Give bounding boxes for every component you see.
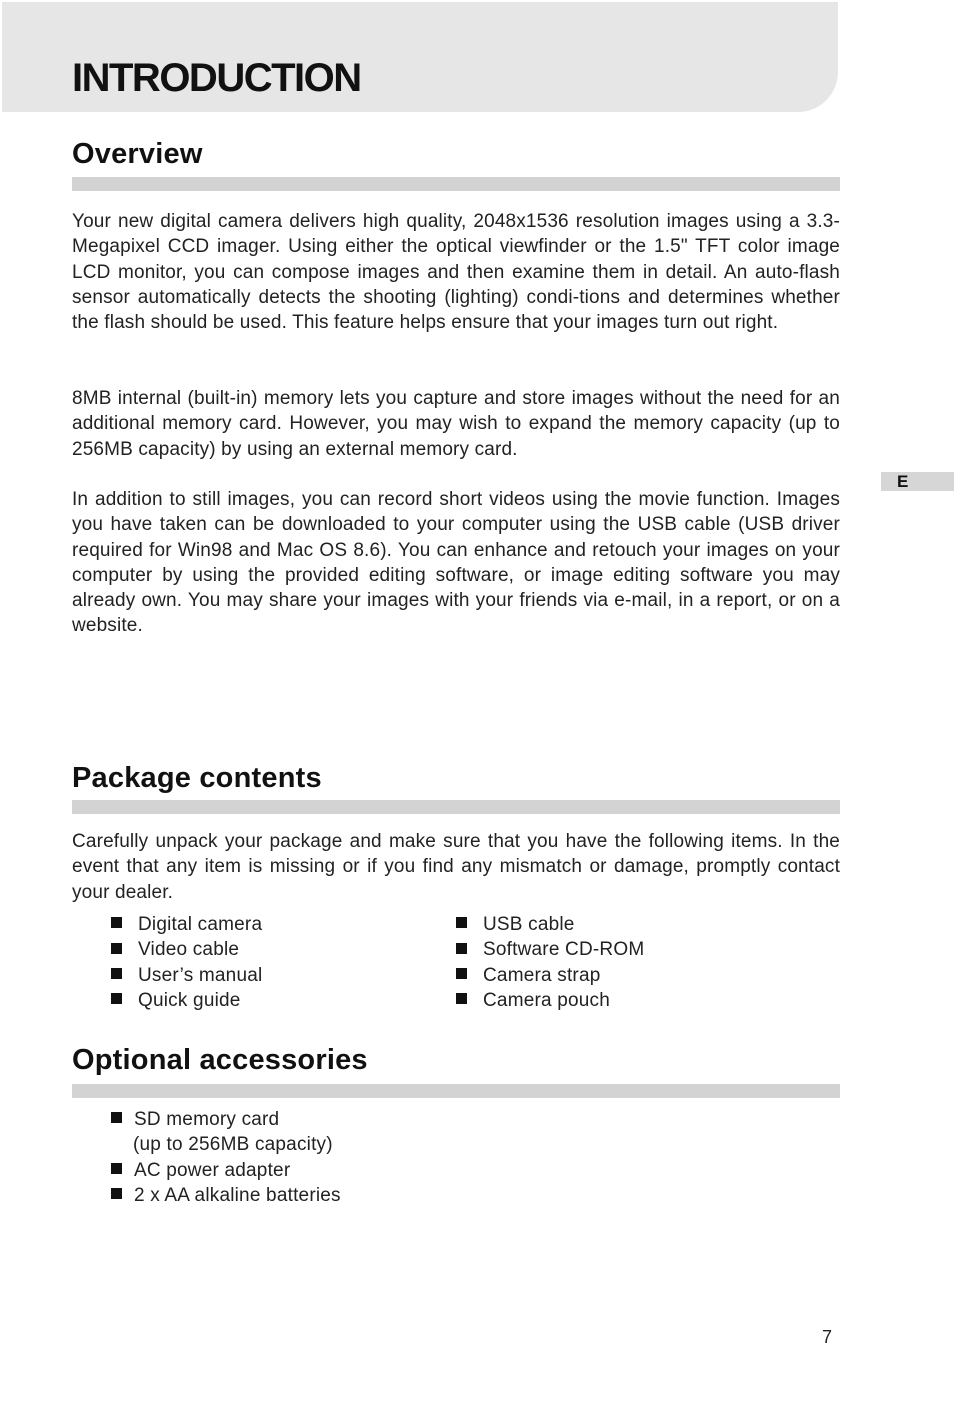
square-bullet-icon [111, 917, 122, 928]
overview-heading: Overview [72, 138, 203, 170]
list-item: USB cable [456, 912, 644, 937]
square-bullet-icon [111, 1112, 122, 1123]
list-item: Software CD-ROM [456, 937, 644, 962]
page-title: INTRODUCTION [72, 56, 361, 100]
list-item: Camera strap [456, 963, 644, 988]
list-item: AC power adapter [111, 1158, 341, 1183]
square-bullet-icon [456, 917, 467, 928]
package-items-left [111, 912, 262, 1013]
square-bullet-icon [456, 943, 467, 954]
language-tab [881, 472, 954, 491]
package-items-right [456, 912, 644, 1013]
overview-paragraph-3: In addition to still images, you can record short videos using the movie function. Images you have taken can be downloaded to your computer using the USB cable (USB driver required for Win98 and Mac OS 8.6). You can enhance and retouch your images on your computer by using the provided editing software, or image editing software you may already own. You may share your images with your friends via e-mail, in a report, or on a website. [72, 489, 840, 637]
list-item: Camera pouch [456, 988, 644, 1013]
package-contents-intro: Carefully unpack your package and make sure that you have the following items. In the event that any item is missing or if you find any mismatch or damage, promptly contact your dealer. [72, 831, 840, 903]
list-item: User’s manual [111, 963, 262, 988]
list-item: 2 x AA alkaline batteries [111, 1183, 341, 1208]
optional-accessories-rule [72, 1084, 840, 1098]
square-bullet-icon [456, 993, 467, 1004]
accessory-items [111, 1107, 341, 1208]
square-bullet-icon [111, 1163, 122, 1174]
overview-paragraph-1: Your new digital camera delivers high quality, 2048x1536 resolution images using a 3.3-Megapixel CCD imager. Using either the optical viewfinder or the 1.5" TFT color image LCD monitor, you can compose images and then examine them in detail. An auto-flash sensor automatically detects the shooting (lighting) condi-tions and determines whether the flash should be used. This feature helps ensure that your images turn out right. [72, 211, 840, 334]
square-bullet-icon [456, 968, 467, 979]
overview-paragraph-2: 8MB internal (built-in) memory lets you capture and store images without the need for an additional memory card. However, you may wish to expand the memory capacity (up to 256MB capacity) by using an external memory card. [72, 388, 840, 460]
square-bullet-icon [111, 968, 122, 979]
page-number: 7 [822, 1327, 833, 1347]
list-item-note: (up to 256MB capacity) [133, 1134, 333, 1156]
package-contents-heading: Package contents [72, 762, 322, 794]
list-item: Video cable [111, 937, 262, 962]
optional-accessories-heading: Optional accessories [72, 1044, 368, 1076]
package-contents-rule [72, 800, 840, 814]
language-tab-label: E [897, 472, 909, 491]
square-bullet-icon [111, 1188, 122, 1199]
list-item: Digital camera [111, 912, 262, 937]
list-item: Quick guide [111, 988, 262, 1013]
square-bullet-icon [111, 993, 122, 1004]
overview-rule [72, 177, 840, 191]
square-bullet-icon [111, 943, 122, 954]
list-item: SD memory card [111, 1107, 341, 1132]
